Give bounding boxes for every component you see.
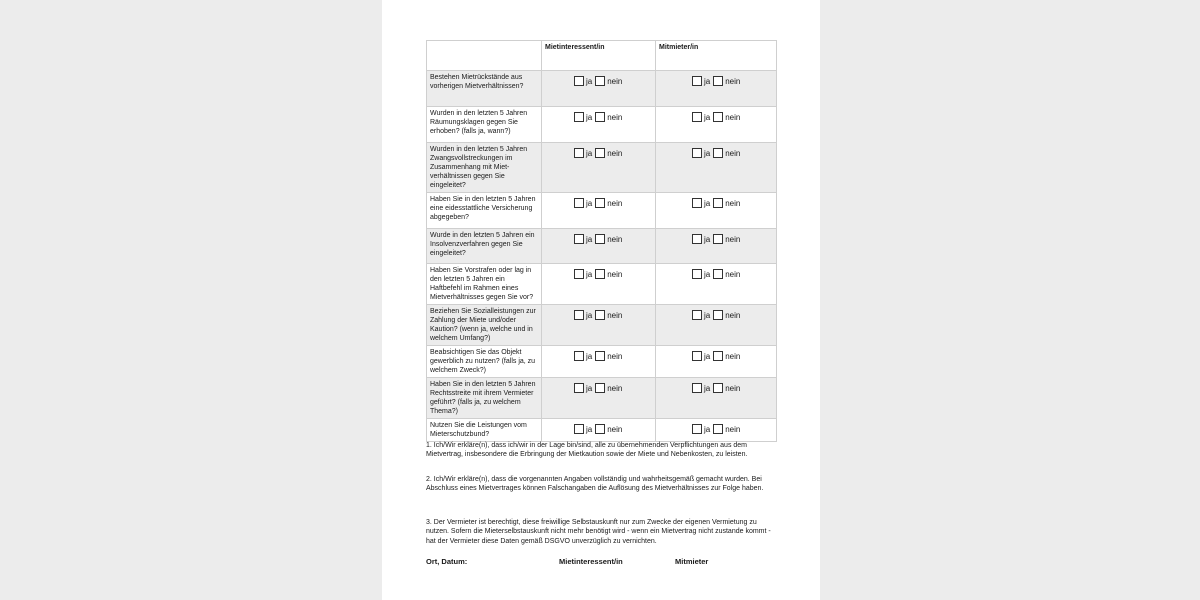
no-checkbox[interactable] bbox=[713, 269, 723, 279]
no-checkbox[interactable] bbox=[595, 76, 605, 86]
yes-no-options bbox=[545, 145, 652, 158]
question-text: Haben Sie Vorstrafen oder lag in den letzten 5 Jahren ein Haftbefehl im Rahmen eines Mietverhältnisses gegen Sie vor? bbox=[427, 264, 542, 305]
table-row bbox=[427, 378, 777, 419]
yes-label: ja bbox=[586, 269, 593, 279]
no-checkbox[interactable] bbox=[713, 198, 723, 208]
yes-checkbox[interactable] bbox=[574, 76, 584, 86]
applicant-answer-cell bbox=[542, 71, 656, 107]
document-page bbox=[382, 0, 820, 600]
no-label: nein bbox=[725, 269, 741, 279]
no-label: nein bbox=[607, 148, 623, 158]
no-checkbox[interactable] bbox=[595, 310, 605, 320]
cotenant-answer-cell bbox=[656, 378, 777, 419]
no-checkbox[interactable] bbox=[713, 310, 723, 320]
applicant-answer-cell bbox=[542, 305, 656, 346]
yes-label: ja bbox=[704, 424, 711, 434]
table-row bbox=[427, 305, 777, 346]
no-label: nein bbox=[607, 383, 623, 393]
yes-no-options bbox=[659, 231, 773, 244]
header-cotenant-column: Mitmieter/in bbox=[656, 41, 777, 71]
yes-checkbox[interactable] bbox=[692, 76, 702, 86]
yes-no-options bbox=[545, 266, 652, 279]
applicant-answer-cell bbox=[542, 143, 656, 193]
no-checkbox[interactable] bbox=[713, 76, 723, 86]
applicant-answer-cell bbox=[542, 264, 656, 305]
signature-cotenant: Mitmieter bbox=[675, 557, 709, 566]
no-checkbox[interactable] bbox=[713, 383, 723, 393]
no-checkbox[interactable] bbox=[595, 424, 605, 434]
signature-applicant: Mietinteressent/in bbox=[559, 557, 623, 566]
table-row bbox=[427, 419, 777, 442]
question-text: Wurde in den letzten 5 Jahren ein Insolvenzverfahren gegen Sie eingeleitet? bbox=[427, 229, 542, 264]
yes-checkbox[interactable] bbox=[692, 383, 702, 393]
no-label: nein bbox=[607, 112, 623, 122]
yes-no-options bbox=[659, 195, 773, 208]
yes-label: ja bbox=[586, 234, 593, 244]
cotenant-answer-cell bbox=[656, 264, 777, 305]
table-row bbox=[427, 346, 777, 378]
yes-no-options bbox=[545, 195, 652, 208]
yes-no-options bbox=[545, 348, 652, 361]
no-label: nein bbox=[725, 148, 741, 158]
yes-checkbox[interactable] bbox=[692, 269, 702, 279]
no-label: nein bbox=[725, 76, 741, 86]
question-text: Haben Sie in den letzten 5 Jahren Rechtsstreite mit ihrem Vermieter geführt? (falls ja, zu welchem Thema?) bbox=[427, 378, 542, 419]
yes-no-options bbox=[659, 348, 773, 361]
table-row bbox=[427, 264, 777, 305]
yes-label: ja bbox=[704, 148, 711, 158]
yes-no-options bbox=[545, 231, 652, 244]
yes-label: ja bbox=[704, 269, 711, 279]
yes-label: ja bbox=[586, 148, 593, 158]
yes-checkbox[interactable] bbox=[574, 424, 584, 434]
table-header-row bbox=[427, 41, 777, 71]
declaration-3: 3. Der Vermieter ist berechtigt, diese freiwillige Selbstauskunft nur zum Zwecke der eigenen Vermietung zu nutzen. Sofern die Mieterselbstauskunft nicht mehr benötigt wird - wenn ein Mietvertrag nicht zustande kommt - hat der Vermieter diese Daten gemäß DSGVO unverzüglich zu vernichten. bbox=[426, 519, 771, 545]
yes-checkbox[interactable] bbox=[574, 310, 584, 320]
yes-label: ja bbox=[586, 351, 593, 361]
applicant-answer-cell bbox=[542, 107, 656, 143]
yes-checkbox[interactable] bbox=[574, 234, 584, 244]
question-text: Beziehen Sie Sozialleistungen zur Zahlung der Miete und/oder Kaution? (wenn ja, welche und in welchem Umfang?) bbox=[427, 305, 542, 346]
yes-checkbox[interactable] bbox=[574, 112, 584, 122]
yes-no-options bbox=[545, 109, 652, 122]
no-label: nein bbox=[607, 351, 623, 361]
no-label: nein bbox=[607, 76, 623, 86]
yes-checkbox[interactable] bbox=[692, 112, 702, 122]
yes-label: ja bbox=[704, 234, 711, 244]
no-label: nein bbox=[607, 424, 623, 434]
question-text: Wurden in den letzten 5 Jahren Zwangsvollstreckungen im Zusammenhang mit Miet-verhältnissen gegen Sie eingeleitet? bbox=[427, 143, 542, 193]
no-checkbox[interactable] bbox=[595, 112, 605, 122]
yes-checkbox[interactable] bbox=[574, 383, 584, 393]
question-text: Beabsichtigen Sie das Objekt gewerblich zu nutzen? (falls ja, zu welchem Zweck?) bbox=[427, 346, 542, 378]
table-row bbox=[427, 193, 777, 229]
table-row bbox=[427, 143, 777, 193]
yes-label: ja bbox=[704, 310, 711, 320]
no-label: nein bbox=[607, 198, 623, 208]
yes-label: ja bbox=[586, 198, 593, 208]
yes-checkbox[interactable] bbox=[692, 234, 702, 244]
no-label: nein bbox=[725, 234, 741, 244]
yes-checkbox[interactable] bbox=[692, 424, 702, 434]
declaration-2: 2. Ich/Wir erkläre(n), dass die vorgenannten Angaben vollständig und wahrheitsgemäß gemacht wurden. Bei Abschluss eines Mietvertrages können Falschangaben die Auflösung des Mietverhältnisses zur Folge haben. bbox=[426, 476, 764, 493]
cotenant-answer-cell bbox=[656, 346, 777, 378]
no-checkbox[interactable] bbox=[595, 148, 605, 158]
applicant-answer-cell bbox=[542, 229, 656, 264]
no-label: nein bbox=[725, 351, 741, 361]
no-checkbox[interactable] bbox=[713, 351, 723, 361]
no-label: nein bbox=[607, 269, 623, 279]
question-text: Bestehen Mietrückstände aus vorherigen Mietverhältnissen? bbox=[427, 71, 542, 107]
header-applicant-column: Mietinteressent/in bbox=[542, 41, 656, 71]
applicant-answer-cell bbox=[542, 419, 656, 442]
signature-place-date: Ort, Datum: bbox=[426, 557, 468, 566]
yes-label: ja bbox=[586, 383, 593, 393]
no-checkbox[interactable] bbox=[595, 269, 605, 279]
yes-checkbox[interactable] bbox=[692, 198, 702, 208]
question-text: Haben Sie in den letzten 5 Jahren eine eidesstattliche Versicherung abgegeben? bbox=[427, 193, 542, 229]
applicant-answer-cell bbox=[542, 193, 656, 229]
yes-label: ja bbox=[586, 424, 593, 434]
table-row bbox=[427, 71, 777, 107]
header-question-column bbox=[427, 41, 542, 71]
yes-no-options bbox=[659, 307, 773, 320]
questionnaire-table bbox=[426, 40, 777, 442]
cotenant-answer-cell bbox=[656, 305, 777, 346]
question-text: Wurden in den letzten 5 Jahren Räumungsklagen gegen Sie erhoben? (falls ja, wann?) bbox=[427, 107, 542, 143]
no-label: nein bbox=[607, 310, 623, 320]
table-row bbox=[427, 229, 777, 264]
yes-no-options bbox=[659, 266, 773, 279]
yes-no-options bbox=[545, 73, 652, 86]
yes-no-options bbox=[659, 421, 773, 434]
cotenant-answer-cell bbox=[656, 71, 777, 107]
yes-no-options bbox=[659, 145, 773, 158]
yes-label: ja bbox=[704, 76, 711, 86]
yes-no-options bbox=[545, 380, 652, 393]
cotenant-answer-cell bbox=[656, 193, 777, 229]
no-label: nein bbox=[725, 383, 741, 393]
applicant-answer-cell bbox=[542, 378, 656, 419]
no-checkbox[interactable] bbox=[595, 198, 605, 208]
table-row bbox=[427, 107, 777, 143]
question-text: Nutzen Sie die Leistungen vom Mieterschutzbund? bbox=[427, 419, 542, 442]
yes-no-options bbox=[659, 73, 773, 86]
cotenant-answer-cell bbox=[656, 229, 777, 264]
yes-label: ja bbox=[704, 351, 711, 361]
yes-checkbox[interactable] bbox=[574, 198, 584, 208]
cotenant-answer-cell bbox=[656, 419, 777, 442]
yes-label: ja bbox=[704, 112, 711, 122]
yes-label: ja bbox=[586, 310, 593, 320]
yes-checkbox[interactable] bbox=[574, 269, 584, 279]
no-label: nein bbox=[725, 310, 741, 320]
cotenant-answer-cell bbox=[656, 107, 777, 143]
no-label: nein bbox=[725, 112, 741, 122]
no-checkbox[interactable] bbox=[595, 383, 605, 393]
applicant-answer-cell bbox=[542, 346, 656, 378]
no-checkbox[interactable] bbox=[713, 424, 723, 434]
yes-checkbox[interactable] bbox=[574, 351, 584, 361]
yes-checkbox[interactable] bbox=[692, 310, 702, 320]
no-checkbox[interactable] bbox=[713, 148, 723, 158]
no-checkbox[interactable] bbox=[713, 112, 723, 122]
no-label: nein bbox=[607, 234, 623, 244]
yes-label: ja bbox=[704, 198, 711, 208]
yes-label: ja bbox=[586, 112, 593, 122]
cotenant-answer-cell bbox=[656, 143, 777, 193]
yes-checkbox[interactable] bbox=[692, 148, 702, 158]
no-checkbox[interactable] bbox=[595, 234, 605, 244]
yes-no-options bbox=[659, 109, 773, 122]
yes-label: ja bbox=[704, 383, 711, 393]
yes-checkbox[interactable] bbox=[574, 148, 584, 158]
no-checkbox[interactable] bbox=[713, 234, 723, 244]
no-label: nein bbox=[725, 424, 741, 434]
yes-checkbox[interactable] bbox=[692, 351, 702, 361]
yes-no-options bbox=[545, 421, 652, 434]
yes-no-options bbox=[659, 380, 773, 393]
no-checkbox[interactable] bbox=[595, 351, 605, 361]
no-label: nein bbox=[725, 198, 741, 208]
declaration-1: 1. Ich/Wir erkläre(n), dass ich/wir in der Lage bin/sind, alle zu übernehmenden Verpflichtungen aus dem Mietvertrag, insbesondere die Erbringung der Mietkaution sowie der Miete und Nebenkosten, zu leisten. bbox=[426, 442, 748, 459]
yes-label: ja bbox=[586, 76, 593, 86]
yes-no-options bbox=[545, 307, 652, 320]
